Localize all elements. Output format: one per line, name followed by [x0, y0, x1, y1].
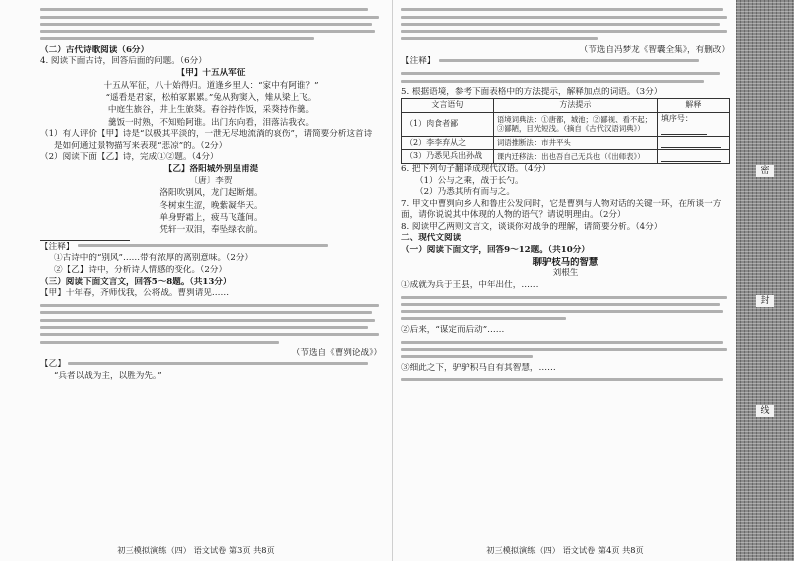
poem-b-title: 【乙】洛阳城外别皇甫湜: [163, 163, 259, 174]
binding-label-close: 封: [756, 295, 774, 307]
q8-prompt: 8. 阅读甲乙两则文言文，谈谈你对战争的理解，请简要分析。（4分）: [401, 221, 663, 232]
binding-label-seal: 密: [756, 165, 774, 177]
section-ancient-poetry: （二）古代诗歌阅读（6分）: [40, 44, 150, 55]
q4-2: （2）阅读下面【乙】诗，完成①②题。（4分）: [40, 152, 219, 163]
section-classical: （三）阅读下面文言文，回答5～8题。（共13分）: [40, 276, 232, 287]
passage-b-source: （节选自冯梦龙《智囊全集》，有删改）: [579, 44, 730, 55]
article-p1-body: [401, 296, 730, 321]
table-cell-hint: 词语推断法：市井平头: [493, 136, 657, 150]
q5-prompt: 5. 根据语境，参考下面表格中的方法提示，解释加点的词语。（3分）: [401, 86, 663, 97]
table-cell-sentence: （1）肉食者鄙: [402, 112, 494, 136]
q5-table: [401, 98, 730, 164]
section-modern: 二、现代文阅读: [401, 233, 462, 244]
right-note-body: [401, 72, 730, 82]
article-p3-body: [401, 378, 730, 381]
article-author: 刘根生: [552, 268, 579, 279]
table-header-row: [402, 99, 730, 113]
passage-b-continued: [401, 8, 730, 40]
left-page: [0, 0, 392, 561]
q4-prompt: 4. 阅读下面古诗，回答后面的问题。（6分）: [40, 56, 207, 67]
binding-label-line: 线: [756, 405, 774, 417]
poem-a-title: 【甲】十五从军征: [176, 67, 246, 78]
right-page-footer: 初三模拟演练（四） 语文试卷 第4页 共8页: [486, 545, 644, 555]
q6-prompt: 6. 把下列句子翻译成现代汉语。（4分）: [401, 163, 551, 174]
table-cell-answer[interactable]: [657, 150, 729, 164]
passage-a-body: [40, 304, 382, 343]
table-row: [402, 112, 730, 136]
table-cell-answer[interactable]: 填序号：: [657, 112, 729, 136]
table-cell-hint: 课内迁移法：出也吾自己无兵也（《出师表》）: [493, 150, 657, 164]
q6-2: （2）乃悉其所有而与之。: [415, 187, 515, 198]
right-page: [392, 0, 736, 561]
article-p2-body: [401, 341, 730, 359]
passage-a-start: 【甲】十年春，齐师伐我，公将战。曹刿请见……: [40, 288, 230, 299]
right-note-line: [401, 56, 730, 68]
left-page-footer: 初三模拟演练（四） 语文试卷 第3页 共8页: [117, 545, 275, 555]
q4-2-a: ①古诗中的“别风”……带有浓厚的离别意味。（2分）: [54, 253, 254, 264]
note-divider: [40, 240, 130, 241]
article-p2-start: ②后来，“谋定而后动”……: [401, 324, 505, 335]
poem-b-author: 〔唐〕李贺: [189, 175, 233, 186]
poem-a-body: 十五从军征，八十始得归。道逢乡里人：“家中有阿谁？” “遥看是君家，松柏冢累累。”兔从狗窦入，雉从梁上飞。 中庭生旅谷，井上生旅葵。舂谷持作饭，采葵持作羹。 羹饭一时熟，不知贻阿谁。出门东向看，泪落沾我衣。: [103, 80, 319, 128]
article-p1-start: ①成就为兵于王县，中年出仕，……: [401, 279, 539, 290]
binding-strip: [736, 0, 794, 561]
q4-1-cont: 是如何通过景物描写来表现“悲凉”的。（2分）: [54, 140, 228, 151]
table-header-cell: 解释: [657, 99, 729, 113]
note-line: [40, 242, 382, 254]
q4-2-b: ②【乙】诗中，分析诗人情感的变化。（2分）: [54, 264, 228, 275]
q7-prompt: 7. 甲文中曹刿向乡人和鲁庄公发问时，它是曹刿与人物对话的关键一环，在所谈一方面，请你说说其中体现的人物的语气？请说明理由。（2分）: [401, 198, 722, 221]
poem-b-body: 洛阳吹别风，龙门起断烟。 冬树束生涩，晚紫凝华天。 单身野霜上，疲马飞蓬间。 凭轩一双泪，奉坠绿衣前。: [159, 188, 263, 236]
intro-paragraph: [40, 8, 382, 40]
right-note-label: 【注释】: [401, 56, 436, 67]
table-header-cell: 文言语句: [402, 99, 494, 113]
passage-b-label: 【乙】: [40, 359, 66, 370]
passage-b-start: [40, 359, 382, 371]
table-cell-sentence: （3）乃悉见兵出孙战: [402, 150, 494, 164]
article-p3-start: ③细此之下，驴驴积马自有其智慧，……: [401, 362, 556, 373]
note-label: 【注释】: [40, 241, 75, 252]
passage-a-source: （节选自《曹刿论战》）: [291, 347, 382, 358]
q4-1: （1）有人评价【甲】诗是“以极其平淡的，一泄无尽地流淌的哀伤”，请简要分析这首诗: [40, 129, 373, 140]
table-row: [402, 136, 730, 150]
table-cell-sentence: （2）李李弃从之: [402, 136, 494, 150]
table-header-cell: 方法提示: [493, 99, 657, 113]
article-title: 聊驴枝马的智慧: [532, 256, 599, 268]
table-cell-answer[interactable]: [657, 136, 729, 150]
q6-1: （1）公与之乘，战于长勺。: [415, 175, 524, 186]
section-modern-sub: （一）阅读下面文字，回答9～12题。（共10分）: [401, 244, 590, 255]
table-cell-hint: 语境词典法：①唐都，城池；②鄙视、看不起；③鄙陋，目光短浅。（摘自《古代汉语词典》）: [493, 112, 657, 136]
passage-b-tail: “兵者以战为主，以胜为先。”: [54, 371, 162, 382]
table-row: [402, 150, 730, 164]
